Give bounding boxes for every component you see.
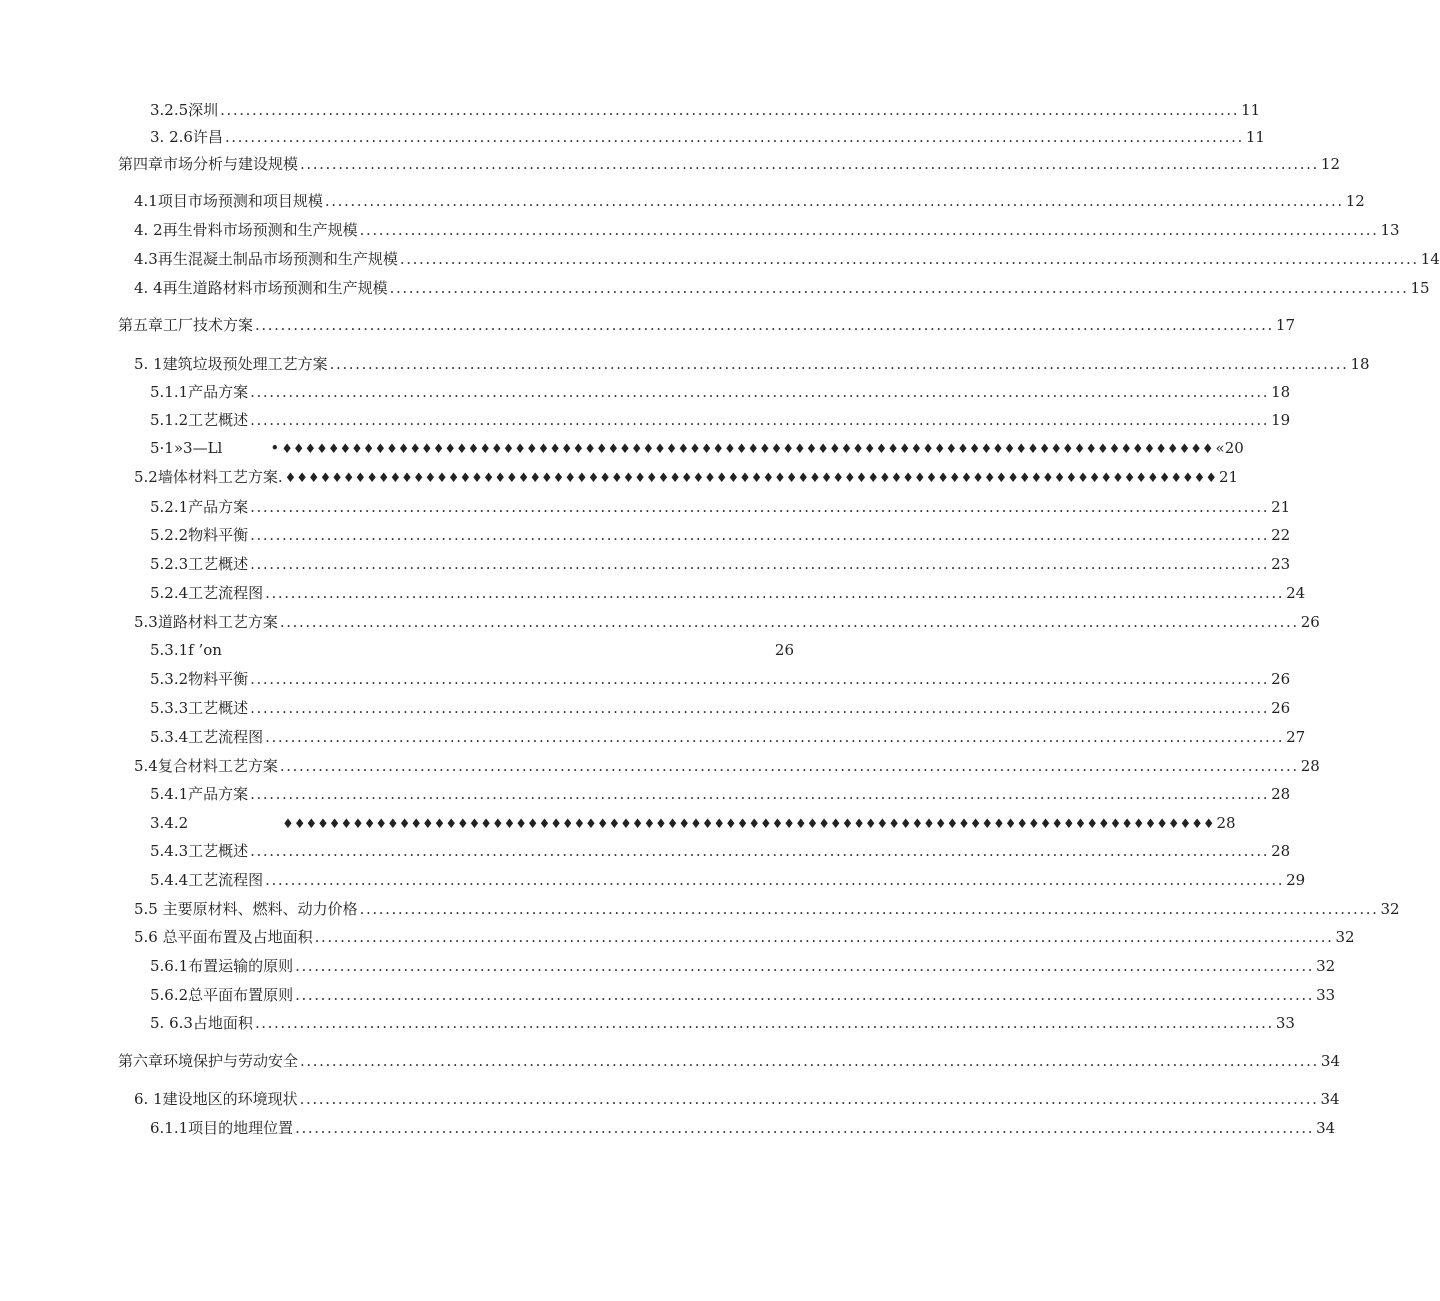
toc-entry-page: 34 [1320, 1052, 1340, 1070]
dot-leader: ................................................................................................................................................................ [265, 728, 1285, 746]
toc-entry-label: 5.4.1产品方案 [150, 785, 249, 803]
toc-entry [150, 99, 1261, 121]
toc-entry-label: 6. 1建设地区的环境现状 [134, 1090, 298, 1108]
dot-leader: ................................................................................................................................................................ [359, 221, 1379, 239]
toc-entry-page: 12 [1345, 192, 1365, 210]
dot-leader: ................................................................................................................................................................ [314, 928, 1334, 946]
toc-entry-label: 5.2.2物料平衡 [150, 526, 249, 544]
dot-leader: ................................................................................................................................................................ [250, 699, 1270, 717]
toc-entry-page: 28 [1300, 757, 1320, 775]
toc-entry-page: 15 [1410, 279, 1430, 297]
toc-entry-page: 18 [1350, 355, 1370, 373]
toc-entry [150, 869, 1306, 891]
toc-entry-page: 26 [774, 641, 794, 659]
toc-entry-label: 5.1.1产品方案 [150, 383, 249, 401]
toc-entry-page: 21 [1271, 498, 1291, 516]
dot-leader: ................................................................................................................................................................ [295, 957, 1315, 975]
toc-entry-page: 32 [1380, 900, 1400, 918]
diamond-leader: ♦♦♦♦♦♦♦♦♦♦♦♦♦♦♦♦♦♦♦♦♦♦♦♦♦♦♦♦♦♦♦♦♦♦♦♦♦♦♦♦♦♦♦♦♦♦♦♦♦♦♦♦♦♦♦♦♦♦♦♦♦♦♦♦♦♦♦♦♦♦♦♦♦♦♦♦♦♦♦♦ [281, 442, 1214, 457]
toc-entry [134, 1088, 1340, 1110]
dot-leader: ................................................................................................................................................................ [250, 498, 1270, 516]
dot-leader: ................................................................................................................................................................ [250, 411, 1270, 429]
dot-leader: ................................................................................................................................................................ [329, 355, 1349, 373]
toc-entry-page: 28 [1271, 842, 1291, 860]
toc-entry-label: 6.1.1项目的地理位置 [150, 1119, 294, 1137]
toc-entry [134, 277, 1430, 299]
dot-leader: ................................................................................................................................................................ [250, 670, 1270, 688]
dot-leader: ................................................................................................................................................................ [255, 316, 1274, 334]
toc-entry [118, 153, 1340, 175]
toc-entry-label: 5.3.1f ’on [150, 641, 222, 659]
dot-leader: ................................................................................................................................................................ [359, 900, 1379, 918]
dot-leader: ................................................................................................................................................................ [300, 155, 1319, 173]
toc-entry-label: 5.6 总平面布置及占地面积 [134, 928, 313, 946]
dot-leader: ................................................................................................................................................................ [224, 128, 1244, 146]
diamond-leader: ♦♦♦♦♦♦♦♦♦♦♦♦♦♦♦♦♦♦♦♦♦♦♦♦♦♦♦♦♦♦♦♦♦♦♦♦♦♦♦♦♦♦♦♦♦♦♦♦♦♦♦♦♦♦♦♦♦♦♦♦♦♦♦♦♦♦♦♦♦♦♦♦♦♦♦♦♦♦♦♦ [284, 471, 1217, 486]
dot-leader: ................................................................................................................................................................ [279, 757, 1299, 775]
toc-entry [150, 437, 1244, 459]
dot-leader: ................................................................................................................................................................ [265, 584, 1285, 602]
toc-entry-page: 34 [1320, 1090, 1340, 1108]
toc-entry-page: 19 [1271, 411, 1291, 429]
toc-entry-page: 32 [1316, 957, 1336, 975]
toc-entry [134, 611, 1320, 633]
toc-entry-page: 24 [1286, 584, 1306, 602]
toc-entry [134, 466, 1239, 488]
dot-leader: ................................................................................................................................................................ [324, 192, 1344, 210]
toc-entry-page: 14 [1420, 250, 1440, 268]
toc-entry [150, 812, 1236, 834]
toc-entry [134, 926, 1355, 948]
toc-entry-label: 5.2.1产品方案 [150, 498, 249, 516]
toc-entry-label: 5.3.2物料平衡 [150, 670, 249, 688]
toc-entry-page: 11 [1245, 128, 1265, 146]
toc-entry-label: 5.2墙体材料工艺方案. [134, 468, 283, 486]
toc-entry-label: 5.2.3工艺概述 [150, 555, 249, 573]
toc-entry-page: 26 [1271, 670, 1291, 688]
toc-entry [150, 783, 1291, 805]
toc-entry [134, 190, 1365, 212]
toc-entry-label: 5·1»3—Ll [150, 439, 223, 457]
toc-entry-page: 29 [1286, 871, 1306, 889]
toc-entry [150, 381, 1291, 403]
toc-entry [134, 755, 1320, 777]
toc-entry [150, 409, 1291, 431]
toc-entry-page: 11 [1241, 101, 1261, 119]
toc-entry [150, 553, 1291, 575]
toc-entry-page: «20 [1215, 439, 1244, 457]
toc-entry-label: 3.2.5深圳 [150, 101, 219, 119]
toc-entry-page: 27 [1286, 728, 1306, 746]
dot-leader: ................................................................................................................................................................ [389, 279, 1409, 297]
toc-entry [134, 219, 1400, 241]
toc-entry-page: 33 [1275, 1014, 1295, 1032]
toc-entry-label: 第六章环境保护与劳动安全 [118, 1052, 299, 1070]
toc-entry-label: 5.2.4工艺流程图 [150, 584, 264, 602]
toc-entry-page: 34 [1316, 1119, 1336, 1137]
toc-entry-page: 26 [1271, 699, 1291, 717]
toc-entry [150, 697, 1291, 719]
toc-entry [150, 1012, 1295, 1034]
toc-entry-label: 5. 6.3占地面积 [150, 1014, 253, 1032]
diamond-leader: ♦♦♦♦♦♦♦♦♦♦♦♦♦♦♦♦♦♦♦♦♦♦♦♦♦♦♦♦♦♦♦♦♦♦♦♦♦♦♦♦♦♦♦♦♦♦♦♦♦♦♦♦♦♦♦♦♦♦♦♦♦♦♦♦♦♦♦♦♦♦♦♦♦♦♦♦♦♦♦♦ [282, 817, 1215, 832]
dot-leader: ................................................................................................................................................................ [254, 1014, 1274, 1032]
dot-leader: ................................................................................................................................................................ [265, 871, 1285, 889]
toc-entry [150, 639, 794, 661]
toc-entry-label: 5.1.2工艺概述 [150, 411, 249, 429]
toc-entry [150, 496, 1291, 518]
toc-entry [150, 726, 1306, 748]
toc-entry-page: 23 [1271, 555, 1291, 573]
toc-entry [150, 955, 1336, 977]
toc-entry [150, 840, 1291, 862]
toc-entry-page: 17 [1275, 316, 1295, 334]
bullet-prefix: • [270, 439, 280, 457]
toc-entry [150, 126, 1265, 148]
dot-leader: ................................................................................................................................................................ [295, 986, 1315, 1004]
toc-entry-page: 12 [1320, 155, 1340, 173]
toc-entry-page: 26 [1300, 613, 1320, 631]
toc-entry-label: 5.4复合材料工艺方案 [134, 757, 278, 775]
dot-leader: ................................................................................................................................................................ [250, 785, 1270, 803]
toc-entry-label: 4. 4再生道路材料市场预测和生产规模 [134, 279, 388, 297]
toc-entry-page: 28 [1216, 814, 1236, 832]
dot-leader: ................................................................................................................................................................ [250, 383, 1270, 401]
toc-entry [150, 668, 1291, 690]
dot-leader: ................................................................................................................................................................ [250, 555, 1270, 573]
dot-leader: ................................................................................................................................................................ [279, 613, 1299, 631]
toc-entry [134, 353, 1370, 375]
toc-entry-label: 5.3道路材料工艺方案 [134, 613, 278, 631]
toc-entry-label: 第四章市场分析与建设规模 [118, 155, 299, 173]
dot-leader: ................................................................................................................................................................ [220, 101, 1240, 119]
toc-entry-label: 5.6.1布置运输的原则 [150, 957, 294, 975]
dot-leader: ................................................................................................................................................................ [299, 1090, 1319, 1108]
toc-entry-page: 33 [1316, 986, 1336, 1004]
toc-entry-label: 5.3.3工艺概述 [150, 699, 249, 717]
toc-entry [150, 1117, 1336, 1139]
dot-leader: ................................................................................................................................................................ [300, 1052, 1319, 1070]
toc-entry [150, 524, 1291, 546]
toc-entry-label: 5.4.4工艺流程图 [150, 871, 264, 889]
toc-entry [118, 1050, 1340, 1072]
toc-entry-page: 18 [1271, 383, 1291, 401]
toc-entry [150, 984, 1336, 1006]
toc-entry [150, 582, 1306, 604]
dot-leader: ................................................................................................................................................................ [250, 842, 1270, 860]
toc-entry-label: 4. 2再生骨料市场预测和生产规模 [134, 221, 358, 239]
toc-entry-label: 4.3再生混凝土制品市场预测和生产规模 [134, 250, 398, 268]
dot-leader: ................................................................................................................................................................ [250, 526, 1270, 544]
toc-entry-label: 5.5 主要原材料、燃料、动力价格 [134, 900, 358, 918]
toc-entry-page: 32 [1335, 928, 1355, 946]
toc-entry-label: 5.3.4工艺流程图 [150, 728, 264, 746]
toc-entry [118, 314, 1295, 336]
toc-entry-label: 5. 1建筑垃圾预处理工艺方案 [134, 355, 328, 373]
toc-entry-label: 第五章工厂技术方案 [118, 316, 254, 334]
toc-entry-label: 3. 2.6许昌 [150, 128, 223, 146]
dot-leader: ................................................................................................................................................................ [399, 250, 1419, 268]
toc-entry [134, 898, 1400, 920]
toc-entry-page: 22 [1271, 526, 1291, 544]
toc-entry-page: 13 [1380, 221, 1400, 239]
dot-leader: ................................................................................................................................................................ [295, 1119, 1315, 1137]
toc-entry-label: 5.4.3工艺概述 [150, 842, 249, 860]
toc-entry [134, 248, 1440, 270]
toc-entry-page: 21 [1218, 468, 1239, 486]
toc-entry-label: 5.6.2总平面布置原则 [150, 986, 294, 1004]
toc-entry-page: 28 [1271, 785, 1291, 803]
toc-entry-label: 4.1项目市场预测和项目规模 [134, 192, 323, 210]
toc-entry-label: 3.4.2 [150, 814, 189, 832]
